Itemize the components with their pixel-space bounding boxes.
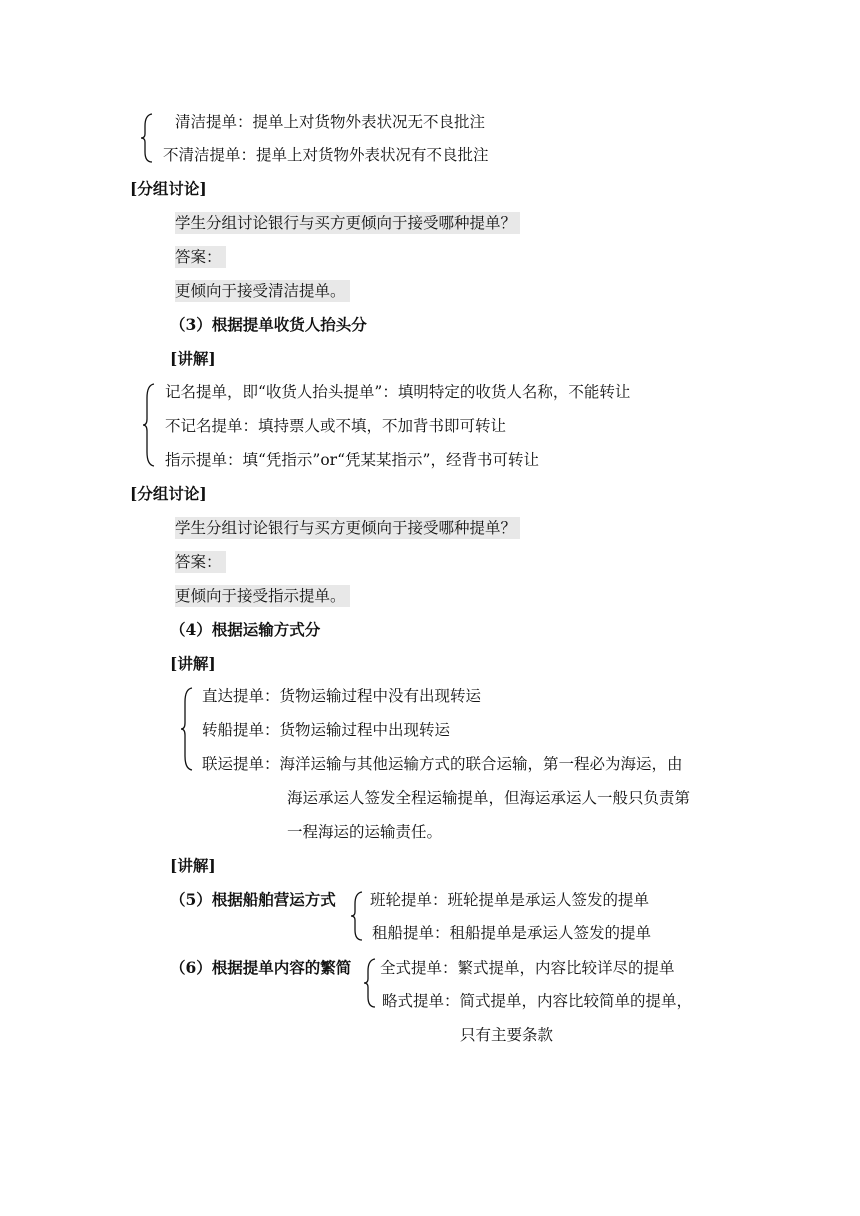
discussion-question: 学生分组讨论银行与买方更倾向于接受哪种提单？ xyxy=(175,517,520,539)
lecture-label: [讲解] xyxy=(170,349,216,368)
list-item-continuation: 海运承运人签发全程运输提单，但海运承运人一般只负责第 xyxy=(287,789,691,807)
list-item: 班轮提单：班轮提单是承运人签发的提单 xyxy=(370,891,650,909)
discussion-heading: [分组讨论] xyxy=(130,484,207,503)
list-item: 略式提单：简式提单，内容比较简单的提单， xyxy=(382,992,693,1010)
brace-icon xyxy=(180,686,194,772)
discussion-heading: [分组讨论] xyxy=(130,179,207,198)
lecture-label: [讲解] xyxy=(170,654,216,673)
section-title: （5）根据船舶营运方式 xyxy=(170,890,336,909)
list-item: 联运提单：海洋运输与其他运输方式的联合运输，第一程必为海运，由 xyxy=(202,755,683,773)
section-title: （3）根据提单收货人抬头分 xyxy=(170,315,367,334)
discussion-question: 学生分组讨论银行与买方更倾向于接受哪种提单？ xyxy=(175,212,520,234)
brace-icon xyxy=(142,382,156,468)
unclean-bill-definition: 不清洁提单：提单上对货物外表状况有不良批注 xyxy=(163,146,489,164)
answer-text: 更倾向于接受清洁提单。 xyxy=(175,280,350,302)
answer-label: 答案： xyxy=(175,551,226,573)
list-item: 记名提单，即“收货人抬头提单”：填明特定的收货人名称，不能转让 xyxy=(165,383,631,401)
brace-icon xyxy=(363,957,377,1009)
list-item: 指示提单：填“凭指示”or“凭某某指示”，经背书可转让 xyxy=(165,451,539,469)
clean-bill-definition: 清洁提单：提单上对货物外表状况无不良批注 xyxy=(175,113,486,131)
brace-icon xyxy=(350,890,364,942)
answer-label: 答案： xyxy=(175,246,226,268)
list-item: 租船提单：租船提单是承运人签发的提单 xyxy=(372,924,652,942)
list-item: 不记名提单：填持票人或不填，不加背书即可转让 xyxy=(165,417,507,435)
list-item-continuation: 一程海运的运输责任。 xyxy=(287,823,443,841)
list-item: 直达提单：货物运输过程中没有出现转运 xyxy=(202,687,482,705)
brace-icon xyxy=(140,112,154,164)
list-item-continuation: 只有主要条款 xyxy=(460,1026,554,1044)
lecture-label: [讲解] xyxy=(170,856,216,875)
answer-text: 更倾向于接受指示提单。 xyxy=(175,585,350,607)
list-item: 转船提单：货物运输过程中出现转运 xyxy=(202,721,451,739)
section-title: （6）根据提单内容的繁简 xyxy=(170,958,352,977)
list-item: 全式提单：繁式提单，内容比较详尽的提单 xyxy=(380,959,675,977)
section-title: （4）根据运输方式分 xyxy=(170,620,321,639)
